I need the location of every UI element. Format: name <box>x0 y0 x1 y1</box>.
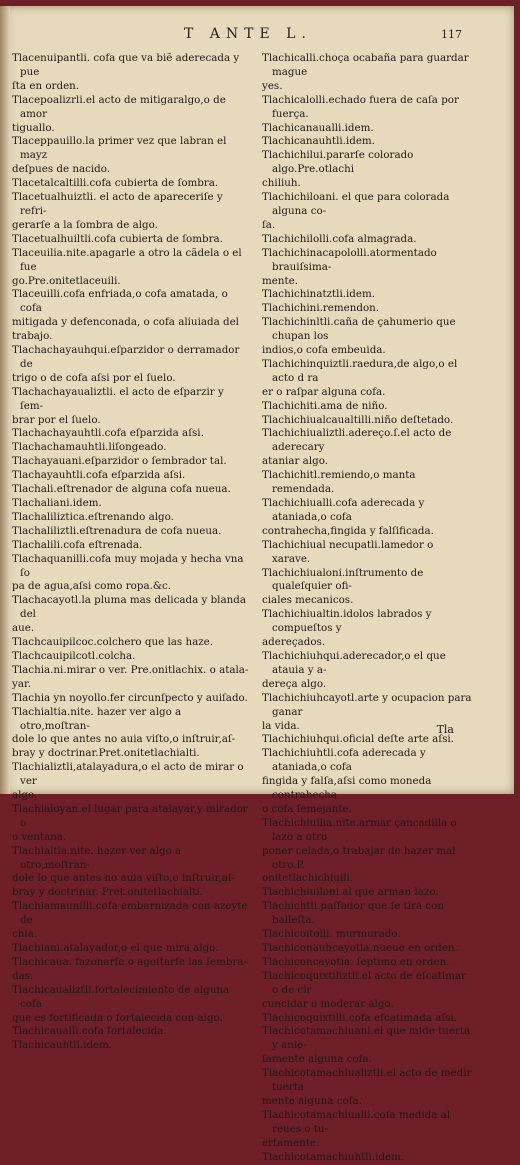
dictionary-line: Tlachachayaualiztli. el acto de eſparzir y ſem- <box>12 385 224 412</box>
dictionary-line: Tlachichiualcaualtilli.niño deſtetado. <box>262 413 454 426</box>
dictionary-line: Tlachicoquixtilli.cofa eſcatimada aſsi. <box>262 1011 458 1024</box>
dictionary-line: Tlachia.ni.mirar o ver. Pre.onitlachix. o atala- <box>12 663 249 676</box>
dictionary-line: Tlachcauipilcotl.colcha. <box>12 649 136 662</box>
dictionary-line: que es fortificada o fortalecida con algo. <box>12 1011 223 1024</box>
dictionary-line: chiliuh. <box>262 177 301 190</box>
dictionary-line: Tlachicanaualli.idem. <box>262 121 374 134</box>
dictionary-line: algo. <box>12 789 38 802</box>
dictionary-line: Tlachicalli.choça ocabaña para guardar maguе <box>262 52 469 78</box>
dictionary-line: Tlachichiuilia.nite.armar çancadilla o lazo a otro <box>262 816 457 843</box>
dictionary-line: go.Pre.onitetlaceuili. <box>12 274 121 287</box>
dictionary-line: Tlacetalcaltilli.cofa cubierta de ſombra. <box>12 177 219 190</box>
dictionary-line: das. <box>12 969 34 982</box>
page-number: 117 <box>441 28 462 41</box>
dictionary-line: mente. <box>262 274 298 287</box>
dictionary-line: Tlachichitl.remiendo,o manta remendada. <box>262 469 416 496</box>
dictionary-line: Tlachializtli,atalayadura,o el acto de mirar o ver <box>12 761 244 788</box>
dictionary-line: mente alguna cofa. <box>262 1094 362 1107</box>
dictionary-line: Tlachiconauhcayotia.nueue en orden. <box>262 942 458 954</box>
running-header <box>0 26 514 46</box>
dictionary-line: brar por el ſuelo. <box>12 413 101 426</box>
catchword: Tla <box>436 723 454 736</box>
dictionary-line: Tlachichiti.ama de niño. <box>262 399 388 412</box>
dictionary-line: trabajo. <box>12 330 53 343</box>
dictionary-line: Tlachiconcayotia. ſeptimo en orden. <box>262 955 450 968</box>
dictionary-line: Tlachicaualli.cofa fortalecida. <box>12 1025 167 1038</box>
dictionary-line: Tlachichinatztli.idem. <box>262 288 376 301</box>
dictionary-line: aue. <box>12 622 35 635</box>
dictionary-line: Tlachialoyan.el lugar para atalayar,y mirador o <box>12 802 248 829</box>
dictionary-line: contrahecha,fingida y falſificada. <box>262 524 434 537</box>
dictionary-line: cuncidar o moderar algo. <box>262 997 394 1010</box>
dictionary-line: Tlachicoitolli. murmurado. <box>262 928 401 941</box>
dictionary-line: Tlachaliani.idem. <box>12 497 102 509</box>
dictionary-line: Tlachichiloani. el que para colorada alguna co- <box>262 191 450 217</box>
dictionary-line: er o raſpar alguna cofa. <box>262 385 386 398</box>
dictionary-line: o ventana. <box>12 830 67 843</box>
dictionary-line: Tlachayauhtli.cofa eſparzida aſsi. <box>12 469 186 482</box>
dictionary-line: yes. <box>262 79 283 92</box>
dictionary-line: Tlachiani.atalayador,o el que mira algo. <box>12 942 219 954</box>
dictionary-line: indios,o cofa embeuida. <box>262 344 386 357</box>
dictionary-line: fingida y falſa,aſsi como moneda contrahecha <box>262 775 432 802</box>
dictionary-line: Tlachicotamachiualli.cofa medida al reues o tu- <box>262 1108 451 1135</box>
dictionary-line: ataniar algo. <box>262 455 328 468</box>
running-title: T ANTE L. <box>184 26 312 42</box>
dictionary-line: Tlachichinacapololli.atormentado brauiſsima- <box>262 246 437 273</box>
dictionary-line: deſpues de nacido. <box>12 163 111 176</box>
dictionary-line: dole lo que antes no auia viſto,o inſtruir,aſ- <box>12 733 236 746</box>
dictionary-line: Tlachichini.remendon. <box>262 302 380 315</box>
dictionary-line: Tlachali.eſtrenador de alguna cofa nueua. <box>12 483 231 496</box>
dictionary-line: dereça algo. <box>262 677 327 690</box>
dictionary-line: Tlaceuilli.cofa enfriada,o cofa amatada, o cofa <box>12 288 228 315</box>
dictionary-line: Tlacenuipantli. cofa que va biẽ aderecada y pue <box>12 52 240 78</box>
dictionary-line: Tlachayauani.eſparzidor o ſembrador tal. <box>12 455 227 468</box>
dictionary-line: trigo o de cofa aſsi por el ſuelo. <box>12 371 176 384</box>
dictionary-line: adereçados. <box>262 636 326 649</box>
dictionary-line: bray y doctrinar. Pret.onitetlachialti. <box>12 886 203 899</box>
dictionary-line: Tlachichilolli.cofa almagrada. <box>262 232 417 245</box>
dictionary-line: onitetlachichiuili. <box>262 872 354 885</box>
dictionary-line: Tlachichiualiztli.adereço.ſ.el acto de aderecary <box>262 427 452 454</box>
dictionary-line: Tlachaquanilli.cofa muy mojada y hecha vna ſo <box>12 552 244 579</box>
dictionary-line: poner celada,o trabajar de hazer mal otro.P. <box>262 844 456 871</box>
dictionary-line: Tlachichinltli.caña de çahumerio que chupan los <box>262 316 456 343</box>
dictionary-line: Tlachichinquiztli.raedura,de algo,o el acto d ra <box>262 357 458 384</box>
dictionary-line: Tlachalili.cofa eſtrenada. <box>12 538 143 551</box>
dictionary-line: Tlachachayauhqui.eſparzidor o derramador de <box>12 344 240 370</box>
dictionary-line: Tlaceppauillo.la primer vez que labran el mayz <box>12 135 227 162</box>
dictionary-line: Tlachicotamachiuani.el que mide tuerta y anie- <box>262 1025 471 1052</box>
dictionary-line: bray y doctrinar.Pret.onitetlachialti. <box>12 747 200 760</box>
dictionary-line: Tlachialtia.nite. hazer ver algo a otro,moſtran- <box>12 705 182 732</box>
dictionary-line: Tlachichiuhqui.aderecador,o el que atauia y a- <box>262 649 446 676</box>
dictionary-line: Tlacetualhuiztli. el acto de apareceriſe y refri- <box>12 191 223 217</box>
dictionary-line: Tlachia yn noyollo.fer circunſpecto y auiſado. <box>12 691 248 704</box>
dictionary-line: Tlachaliliztli.eſtrenadura de cofa nueua. <box>12 524 222 537</box>
dictionary-line: Tlachcauipilcoc.colchero que las haze. <box>12 636 214 649</box>
dictionary-line: Tlachichtli.paſſador que ſe tira con balleſta. <box>262 900 444 927</box>
dictionary-line: Tlachichiuhcayotl.arte y ocupacion para ganar <box>262 691 472 718</box>
dictionary-line: chia. <box>12 928 38 941</box>
dictionary-line: o cofa ſemejante. <box>262 802 352 815</box>
dictionary-line: Tlachichilui.pararſe colorado algo.Pre.otlachi <box>262 149 414 176</box>
book-page <box>0 6 514 1163</box>
dictionary-line: Tlachicauhtli.idem. <box>12 1039 113 1052</box>
dictionary-line: Tlachichiuhqui.oficial deſte arte aſsi. <box>262 733 454 746</box>
dictionary-line: Tlachicotamachiualiztli.el acto de medir tuerta <box>262 1067 472 1094</box>
dictionary-line: ciales mecanicos. <box>262 594 354 607</box>
dictionary-line: dole lo que antes no auia viſto,o inſtruir,aſ- <box>12 872 236 885</box>
dictionary-line: tiguallo. <box>12 121 55 134</box>
dictionary-line: Tlachichiuiloni.al que arman lazo. <box>262 886 439 899</box>
dictionary-line: gerarſe a la ſombra de algo. <box>12 218 158 231</box>
dictionary-line: ſta en orden. <box>12 79 80 92</box>
dictionary-line: ſa. <box>262 218 276 231</box>
dictionary-line: Tlachichiualtin.idolos labrados y compueſtos y <box>262 608 432 635</box>
left-column <box>8 52 250 1053</box>
dictionary-line: Tlachachamauhtli.liſongeado. <box>12 441 167 454</box>
dictionary-line: ſamente alguna cofa. <box>262 1053 372 1066</box>
dictionary-line: Tlaceuilia.nite.apagarle a otro la cãdela o el fue <box>12 246 242 273</box>
dictionary-line: mitigada y defenconada, o cofa aliuiada del <box>12 316 239 329</box>
dictionary-line: Tlachicaua. fazonarſe o agoſtarſe las ſembra- <box>12 955 248 968</box>
dictionary-line: Tlachicotamachiuhtli.idem. <box>262 1150 405 1163</box>
dictionary-line: Tlachichiualli.cofa aderecada y ataniada,o cofa <box>262 497 425 523</box>
dictionary-line: Tlachicalolli.echado fuera de caſa por fuerça. <box>262 93 459 120</box>
dictionary-line: Tlachichiualoni.inſtrumento de qualeſquier ofi- <box>262 566 424 593</box>
dictionary-line: Tlachachayauhtli.cofa eſparzida aſsi. <box>12 427 204 440</box>
dictionary-line: Tlacetualhuiltli.cofa cubierta de ſombra. <box>12 232 223 245</box>
dictionary-line: pa de agua,aſsi como ropa.&c. <box>12 580 172 593</box>
dictionary-line: Tlachacayotl.la pluma mas delicada y blanda del <box>12 594 246 621</box>
dictionary-line: Tlachichiual necupatli.lamedor o xarave. <box>262 538 434 565</box>
dictionary-line: Tlachiamaunilli.cofa embarnizada con azeyte de <box>12 900 248 927</box>
dictionary-line: Tlacepoalizrli.el acto de mitigaralgo,o de amor <box>12 93 226 120</box>
dictionary-line: la vida. <box>262 719 300 732</box>
dictionary-line: Tlachicoquixtiliztli.el acto de eſcatimar o de cir <box>262 969 466 996</box>
dictionary-line: Tlachicanauhtli.idem. <box>262 135 375 148</box>
dictionary-line: Tlachicaualiztli.fortalecimiento de alguna cofa <box>12 983 230 1010</box>
dictionary-line: Tlachaliliztica.eſtrenando algo. <box>12 510 174 523</box>
right-column <box>262 52 474 1165</box>
dictionary-line: ertamente. <box>262 1136 320 1149</box>
dictionary-line: Tlachialtia.nite. hazer ver algo a otro,moſtran- <box>12 844 182 871</box>
dictionary-line: yar. <box>12 677 32 690</box>
dictionary-line: Tlachichiuhtli.cofa aderecada y ataniada,o cofa <box>262 747 426 774</box>
